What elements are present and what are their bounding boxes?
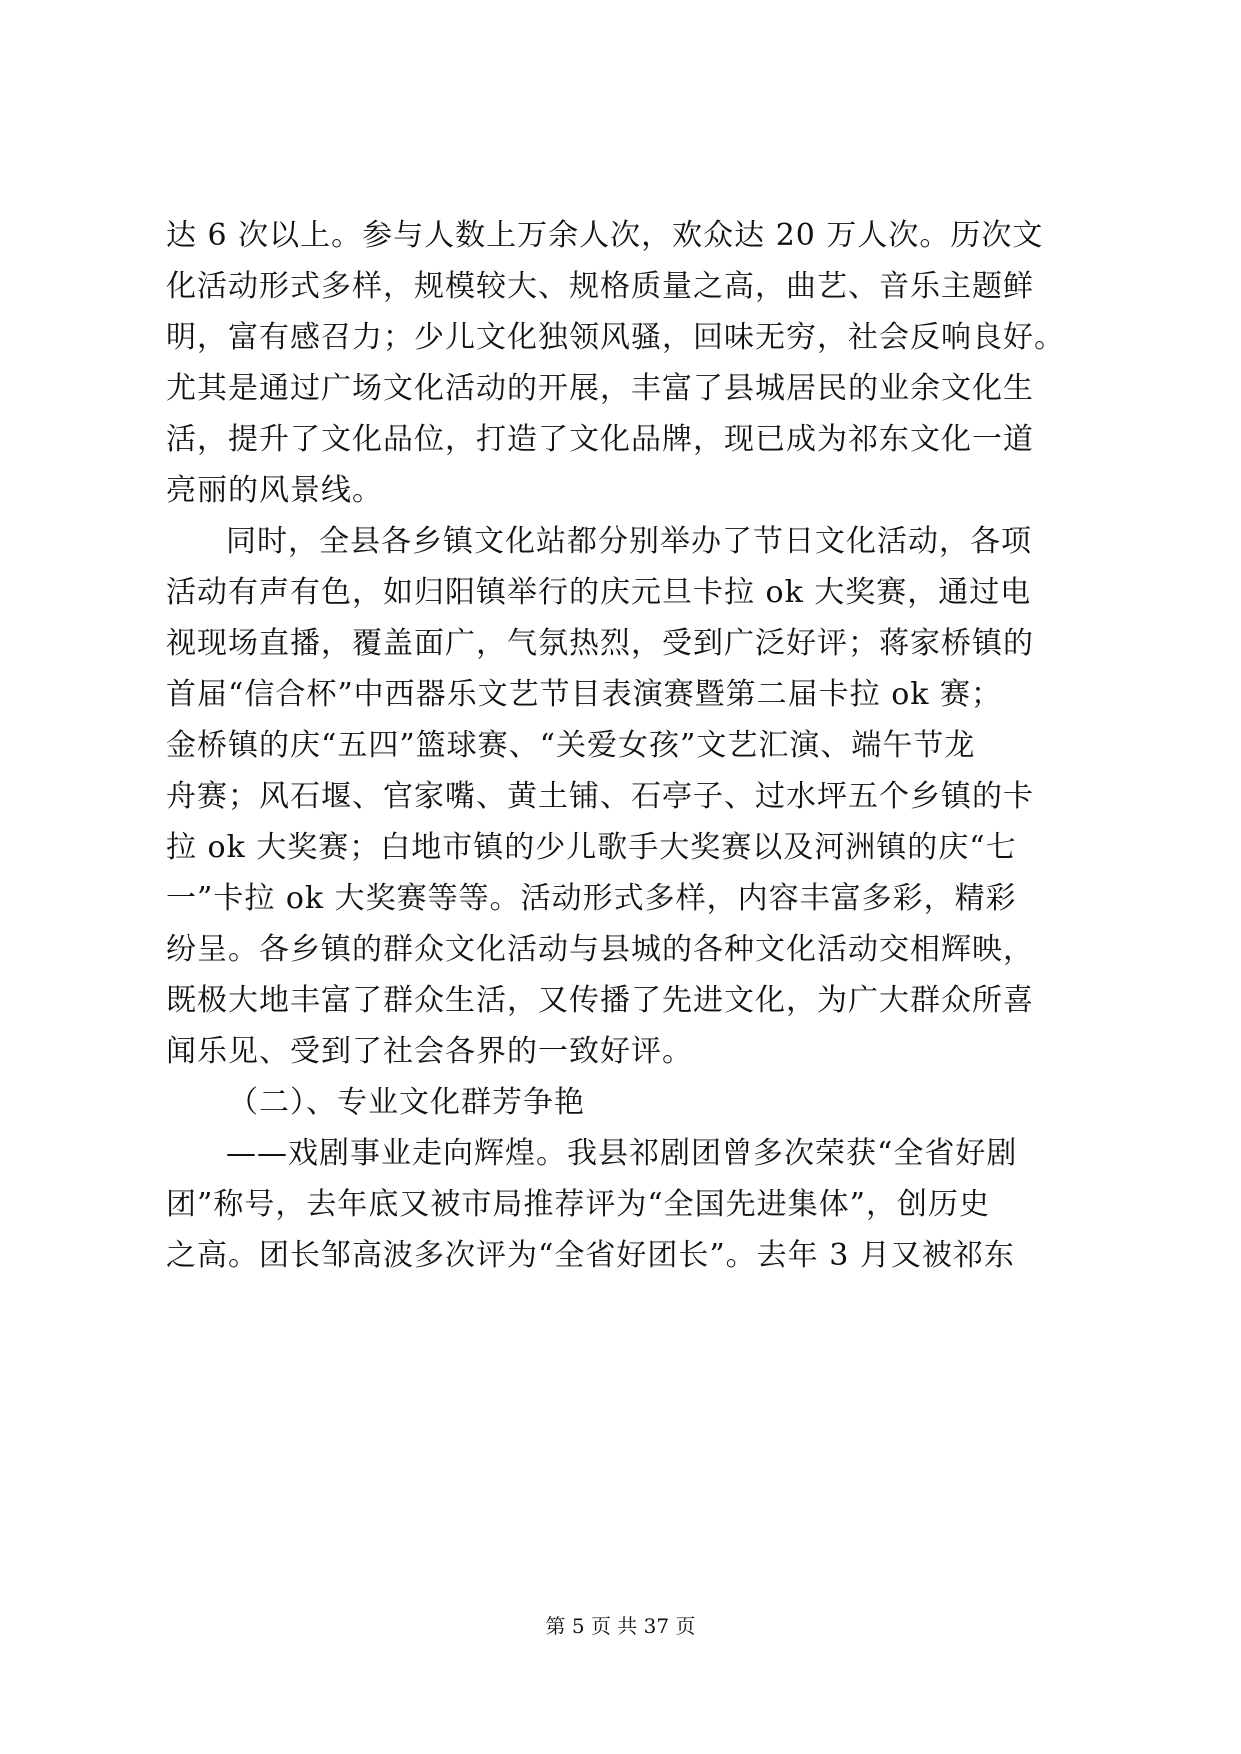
text-line: 团”称号，去年底又被市局推荐评为“全国先进集体”，创历史	[166, 1187, 991, 1222]
text-line: 纷呈。各乡镇的群众文化活动与县城的各种文化活动交相辉映，	[166, 932, 1034, 967]
section-heading: （二）、专业文化群芳争艳	[228, 1085, 585, 1120]
text-line: 既极大地丰富了群众生活，又传播了先进文化，为广大群众所喜	[166, 983, 1034, 1018]
text-line: 金桥镇的庆“五四”篮球赛、“关爱女孩”文艺汇演、端午节龙	[166, 728, 976, 763]
text-line: 达 6 次以上。参与人数上万余人次，欢众达 20 万人次。历次文	[166, 218, 1044, 253]
text-line: 首届“信合杯”中西器乐文艺节目表演赛暨第二届卡拉 ok 赛；	[166, 677, 1002, 712]
text-line: 视现场直播，覆盖面广，气氛热烈，受到广泛好评；蒋家桥镇的	[166, 626, 1034, 661]
text-line: 闻乐见、受到了社会各界的一致好评。	[166, 1034, 693, 1069]
text-line: 拉 ok 大奖赛；白地市镇的少儿歌手大奖赛以及河洲镇的庆“七	[166, 830, 1017, 865]
paragraph-first-line: ——戏剧事业走向辉煌。我县祁剧团曾多次荣获“全省好剧	[226, 1136, 1018, 1171]
text-line: 活动有声有色，如归阳镇举行的庆元旦卡拉 ok 大奖赛，通过电	[166, 575, 1032, 610]
page-number: 第 5 页 共 37 页	[545, 1614, 696, 1638]
text-line: 一”卡拉 ok 大奖赛等等。活动形式多样，内容丰富多彩，精彩	[166, 881, 1017, 916]
text-line: 尤其是通过广场文化活动的开展，丰富了县城居民的业余文化生	[166, 371, 1034, 406]
text-line: 之高。团长邹高波多次评为“全省好团长”。去年 3 月又被祁东	[166, 1238, 1015, 1273]
text-line: 化活动形式多样，规模较大、规格质量之高，曲艺、音乐主题鲜	[166, 269, 1034, 304]
text-line: 亮丽的风景线。	[166, 473, 383, 508]
paragraph-first-line: 同时，全县各乡镇文化站都分别举办了节日文化活动，各项	[226, 524, 1032, 559]
text-line: 明，富有感召力；少儿文化独领风骚，回味无穷，社会反响良好。	[166, 320, 1065, 355]
text-line: 活，提升了文化品位，打造了文化品牌，现已成为祁东文化一道	[166, 422, 1034, 457]
text-line: 舟赛；风石堰、官家嘴、黄土铺、石亭子、过水坪五个乡镇的卡	[166, 779, 1034, 814]
